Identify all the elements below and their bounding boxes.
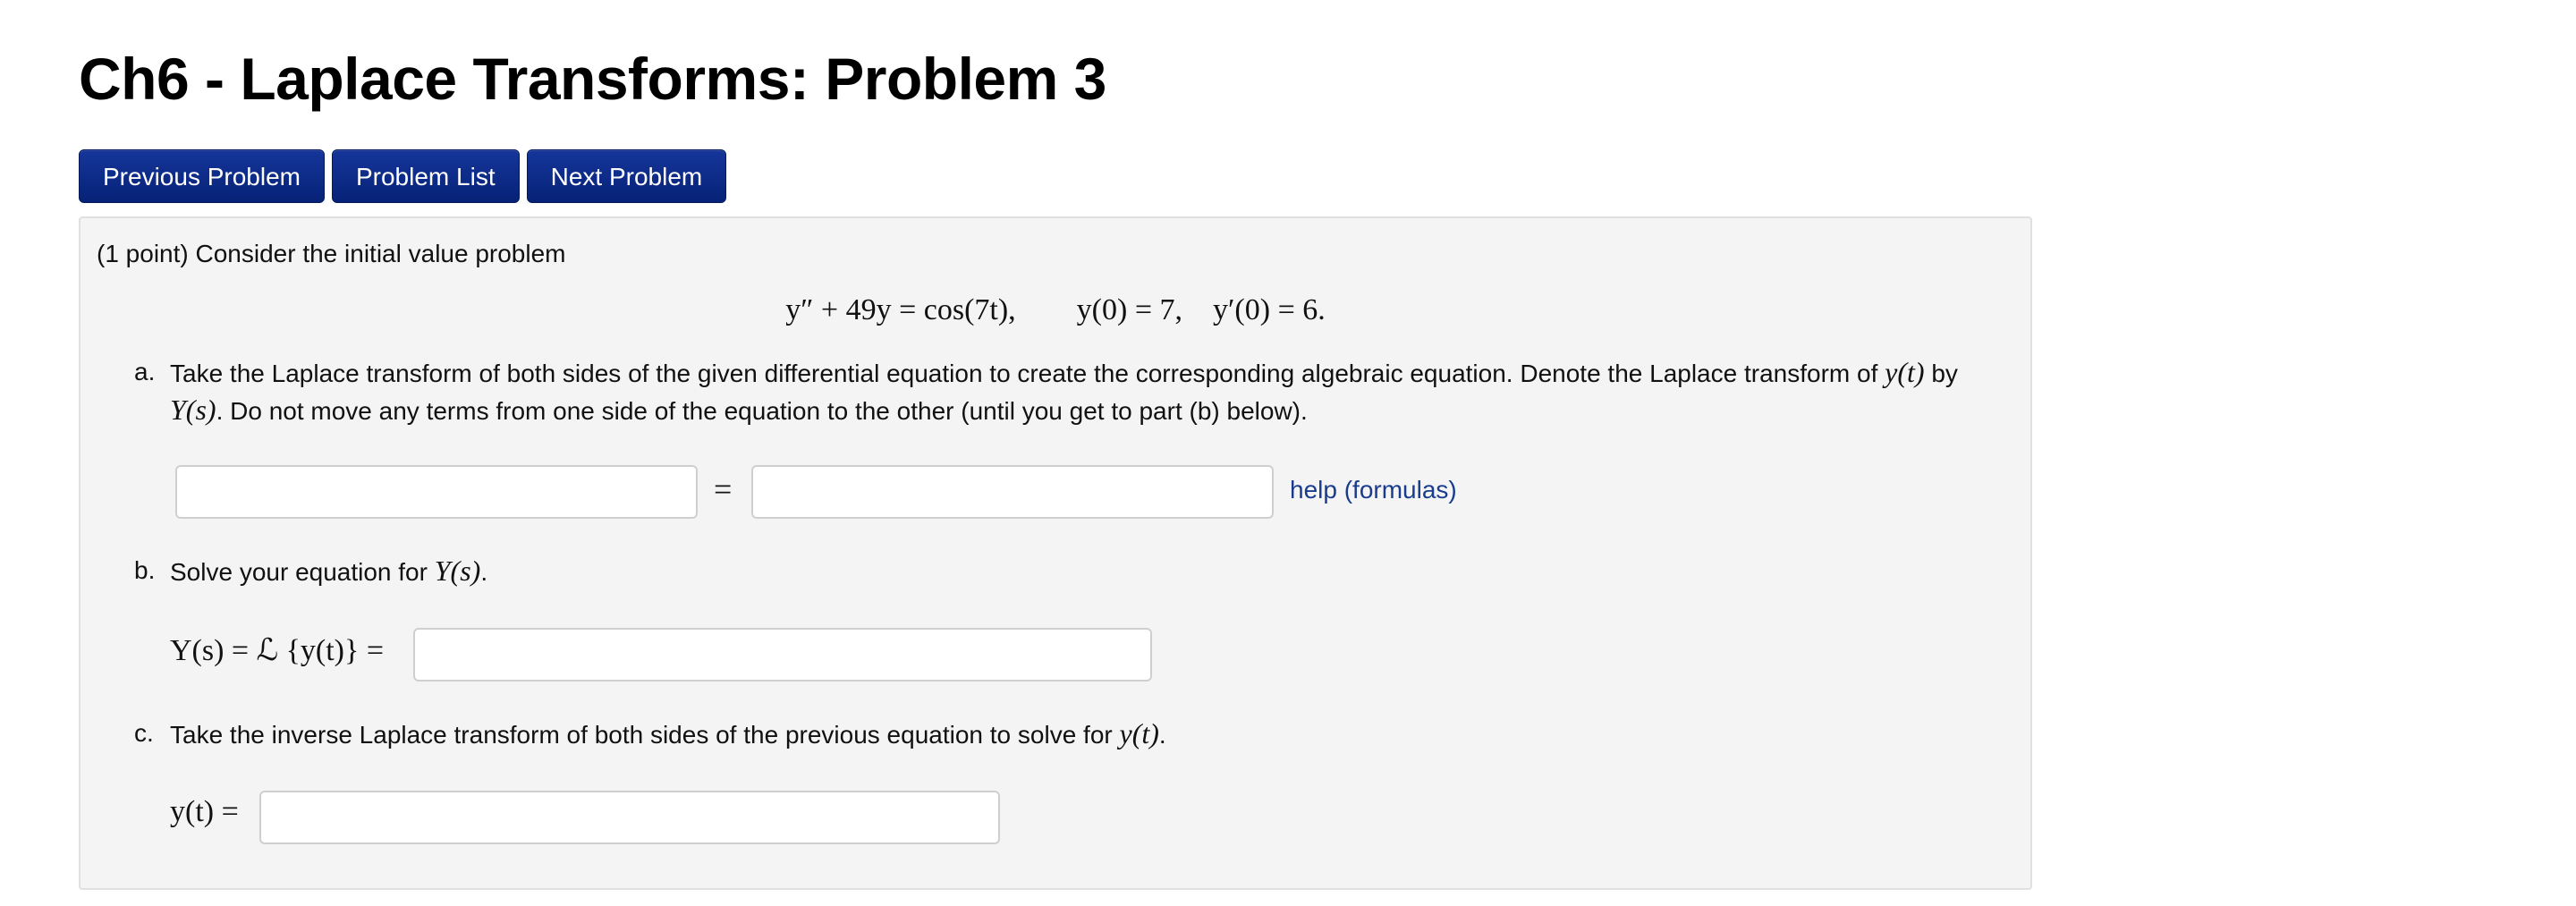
- part-a-lhs-input[interactable]: [175, 465, 698, 519]
- problem-navigation: [79, 149, 726, 203]
- part-c-marker: c.: [134, 719, 154, 747]
- part-a-math-y-of-s: Y(s): [170, 394, 216, 426]
- part-b-answer-input[interactable]: [413, 628, 1152, 682]
- part-a-text-2: by: [1924, 360, 1958, 387]
- part-b-marker: b.: [134, 556, 156, 584]
- part-a-text: [170, 354, 2012, 429]
- part-c-period: .: [1158, 721, 1166, 749]
- part-c: [134, 715, 1923, 755]
- part-c-answer-label: y(t) =: [170, 795, 239, 828]
- next-problem-button[interactable]: Next Problem: [527, 149, 727, 203]
- part-b: [134, 553, 1923, 592]
- part-c-answer-input[interactable]: [259, 791, 1000, 844]
- initial-value-equation: y″ + 49y = cos(7t), y(0) = 7, y′(0) = 6.: [785, 293, 1326, 326]
- part-a-text-1: Take the Laplace transform of both sides of the given differential equation to create the corresponding algebraic equation. Denote the Laplace transform of: [170, 360, 1885, 387]
- part-a-math-y-of-t: y(t): [1885, 356, 1925, 388]
- problem-intro: (1 point) Consider the initial value problem: [97, 240, 566, 267]
- help-formulas-link[interactable]: help (formulas): [1290, 476, 1457, 504]
- page-title: Ch6 - Laplace Transforms: Problem 3: [79, 46, 1106, 112]
- part-c-text: [170, 715, 1166, 753]
- part-c-text-1: Take the inverse Laplace transform of both sides of the previous equation to solve for: [170, 721, 1120, 749]
- part-c-math-y-of-t: y(t): [1119, 717, 1159, 749]
- part-a-marker: a.: [134, 358, 156, 385]
- part-a-equals-sign: =: [714, 471, 733, 507]
- part-a-rhs-input[interactable]: [751, 465, 1274, 519]
- part-b-text-1: Solve your equation for: [170, 558, 435, 586]
- previous-problem-button[interactable]: Previous Problem: [79, 149, 325, 203]
- part-a: [134, 354, 2012, 435]
- part-b-math-y-of-s: Y(s): [434, 555, 481, 587]
- part-a-text-3: . Do not move any terms from one side of the equation to the other (until you get to part (b) below).: [216, 397, 1308, 425]
- part-b-period: .: [480, 558, 488, 586]
- problem-list-button[interactable]: Problem List: [332, 149, 520, 203]
- problem-panel: [79, 216, 2032, 890]
- part-b-text: [170, 553, 487, 590]
- part-b-answer-label: Y(s) = ℒ {y(t)} =: [170, 634, 384, 667]
